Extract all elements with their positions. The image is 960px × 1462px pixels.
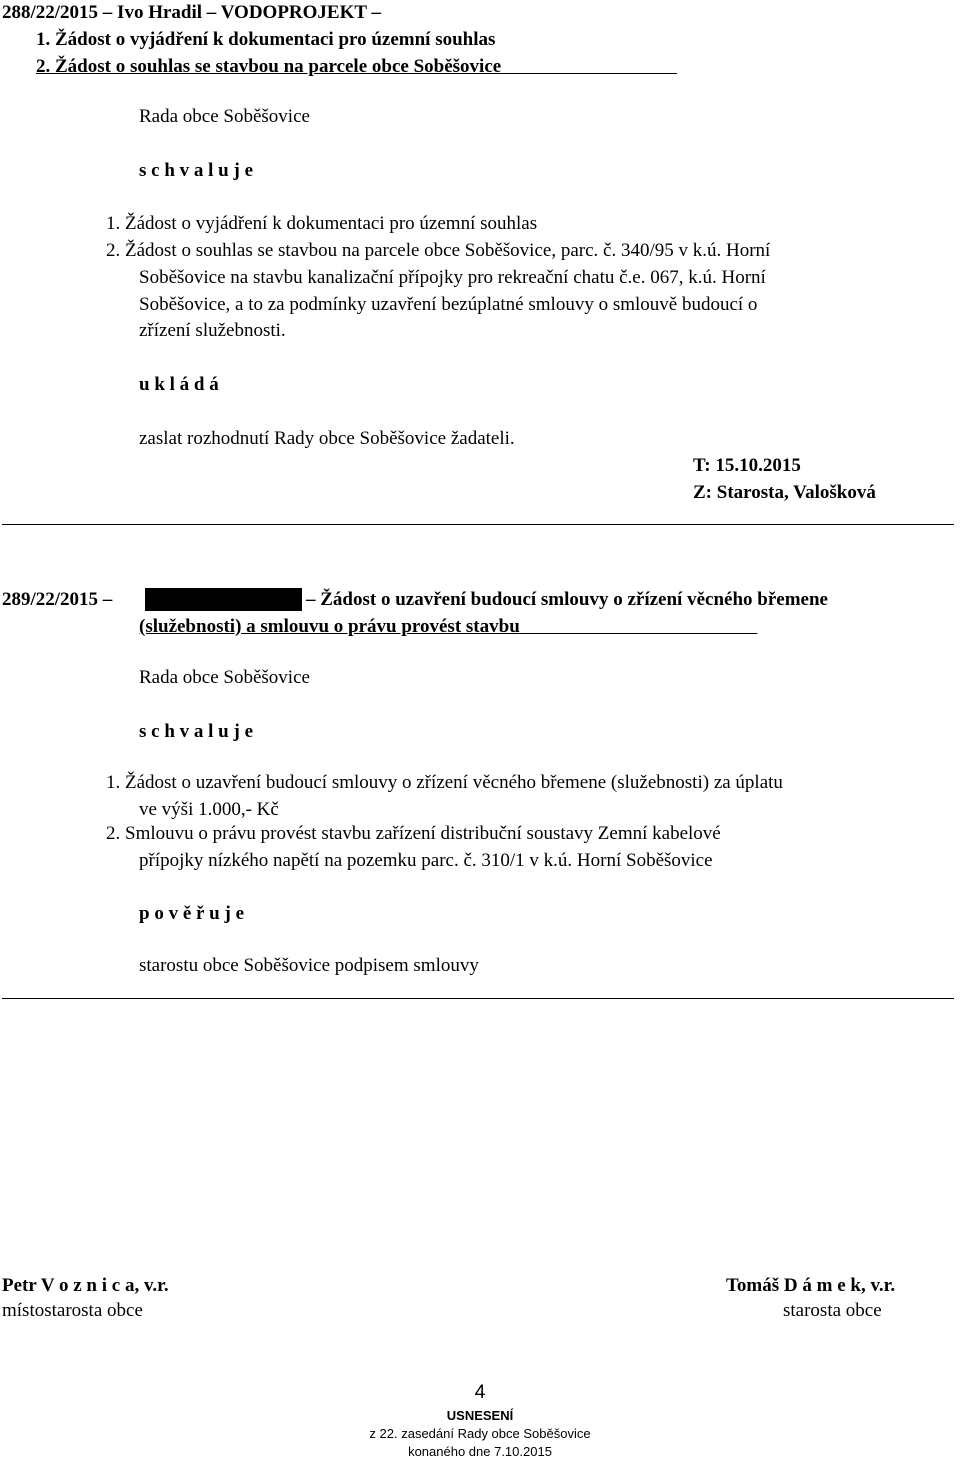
resolution-289-list-item-1-cont: ve výši 1.000,- Kč [139, 799, 279, 820]
resolution-289-list-item-2: 2. Smlouvu o právu provést stavbu zařízení distribuční soustavy Zemní kabelové [106, 823, 721, 844]
resolution-289-verb-approves: s c h v a l u j e [139, 721, 253, 742]
section-divider [2, 998, 954, 999]
footer-title: USNESENÍ [446, 1408, 514, 1423]
footer-date: konaného dne 7.10.2015 [408, 1444, 552, 1459]
resolution-288-header: 288/22/2015 – Ivo Hradil – VODOPROJEKT – [2, 2, 381, 23]
resolution-289-title-cont-text: (služebnosti) a smlouvu o právu provést stavbu [139, 616, 520, 637]
resolution-288-subject-2-text: 2. Žádost o souhlas se stavbou na parcele obce Soběšovice [36, 56, 502, 77]
resolution-288-list-item-2-cont: zřízení služebnosti. [139, 320, 286, 341]
resolution-289-body: Rada obce Soběšovice [139, 667, 310, 688]
resolution-289-list-item-2-cont: přípojky nízkého napětí na pozemku parc. č. 310/1 v k.ú. Horní Soběšovice [139, 850, 713, 871]
resolution-288-list-item-2-cont: Soběšovice na stavbu kanalizační přípojky pro rekreační chatu č.e. 067, k.ú. Horní [139, 267, 766, 288]
resolution-288-subject-2 [36, 56, 677, 78]
signature-right-name: Tomáš D á m e k, v.r. [726, 1275, 896, 1296]
section-divider [2, 524, 954, 525]
resolution-289-number: 289/22/2015 – [2, 589, 113, 610]
resolution-288-list-item-1: 1. Žádost o vyjádření k dokumentaci pro územní souhlas [106, 213, 538, 234]
resolution-288-list-item-2: 2. Žádost o souhlas se stavbou na parcele obce Soběšovice, parc. č. 340/95 v k.ú. Horní [106, 240, 771, 261]
resolution-289-task: starostu obce Soběšovice podpisem smlouvy [139, 955, 479, 976]
resolution-288-verb-approves: s c h v a l u j e [139, 160, 253, 181]
resolution-288-task: zaslat rozhodnutí Rady obce Soběšovice žadateli. [139, 428, 515, 449]
resolution-288-list-item-2-cont: Soběšovice, a to za podmínky uzavření bezúplatné smlouvy o smlouvě budoucí o [139, 294, 758, 315]
resolution-288-deadline: T: 15.10.2015 [693, 455, 801, 476]
resolution-288-body: Rada obce Soběšovice [139, 106, 310, 127]
resolution-288-subject-1: 1. Žádost o vyjádření k dokumentaci pro územní souhlas [36, 29, 496, 50]
footer-meeting: z 22. zasedání Rady obce Soběšovice [369, 1426, 591, 1441]
signature-left-name: Petr V o z n i c a, v.r. [2, 1275, 169, 1296]
signature-left-role: místostarosta obce [2, 1300, 143, 1321]
resolution-288-verb-orders: u k l á d á [139, 374, 219, 395]
resolution-289-verb-authorizes: p o v ě ř u j e [139, 903, 245, 924]
redaction-bar [145, 588, 302, 611]
resolution-289-list-item-1: 1. Žádost o uzavření budoucí smlouvy o zřízení věcného břemene (služebnosti) za úplatu [106, 772, 783, 793]
resolution-288-responsible: Z: Starosta, Valošková [693, 482, 876, 503]
page-number: 4 [474, 1382, 486, 1403]
signature-right-role: starosta obce [783, 1300, 882, 1321]
resolution-289-title-cont [139, 616, 757, 638]
resolution-289-title: – Žádost o uzavření budoucí smlouvy o zřízení věcného břemene [306, 589, 828, 610]
